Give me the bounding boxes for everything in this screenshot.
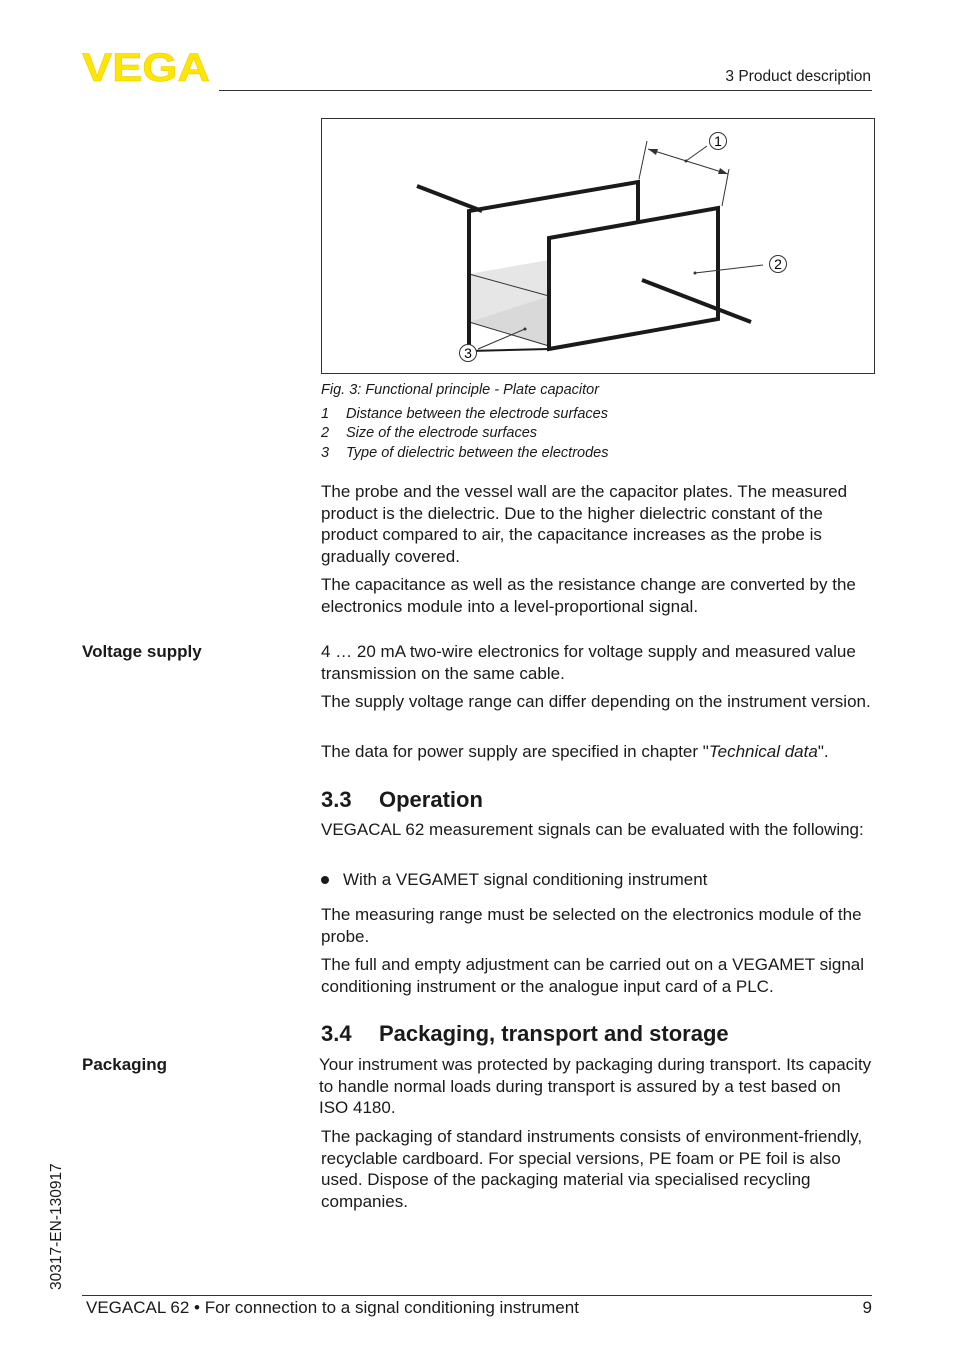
legend-number: 2: [321, 425, 330, 441]
legend-number: 1: [321, 406, 330, 422]
section-number: 3.4: [321, 1021, 352, 1046]
callout-2: [770, 256, 787, 273]
operation-bullet: [321, 869, 707, 891]
technical-data-reference: Technical data: [708, 742, 818, 761]
voltage-supply-paragraph-2: The supply voltage range can differ depending on the instrument version.: [321, 692, 871, 711]
voltage-supply-paragraph-1: 4 … 20 mA two-wire electronics for voltage supply and measured value transmission on the same cable.: [321, 642, 856, 683]
packaging-paragraph-1: Your instrument was protected by packaging during transport. Its capacity to handle normal loads during transport is assured by a test based on ISO 4180.: [319, 1055, 872, 1118]
document-code: 30317-EN-130917: [48, 1163, 65, 1290]
operation-paragraph-1: VEGACAL 62 measurement signals can be evaluated with the following:: [321, 820, 864, 839]
voltage-supply-paragraph-3: [321, 741, 876, 763]
callout-1: [710, 133, 727, 150]
legend-text: Type of dielectric between the electrodes: [346, 445, 609, 461]
header-divider: [219, 90, 872, 91]
callout-1-label: 1: [714, 133, 722, 149]
voltage-supply-label: Voltage supply: [82, 642, 202, 661]
section-title: Packaging, transport and storage: [379, 1021, 729, 1046]
bullet-text: With a VEGAMET signal conditioning instrument: [343, 870, 708, 889]
footer-title: VEGACAL 62 • For connection to a signal conditioning instrument: [86, 1298, 579, 1317]
section-number: 3.3: [321, 787, 352, 812]
section-heading-packaging: [321, 1021, 729, 1047]
p3-after: ".: [817, 742, 829, 761]
operation-paragraph-3: The full and empty adjustment can be carried out on a VEGAMET signal conditioning instrument or the analogue input card of a PLC.: [321, 955, 865, 996]
bullet-icon: [321, 876, 329, 884]
section-heading-operation: [321, 787, 483, 813]
packaging-label: Packaging: [82, 1055, 168, 1074]
plate-capacitor-diagram: [322, 119, 874, 373]
callout-3-label: 3: [464, 345, 472, 361]
vega-logo-text: VEGA: [82, 50, 210, 84]
figure-plate-capacitor: [321, 118, 875, 374]
page-number: 9: [862, 1298, 872, 1317]
operation-paragraph-2: The measuring range must be selected on the electronics module of the probe.: [321, 905, 862, 946]
section-title: Operation: [379, 787, 483, 812]
intro-paragraph-2: The capacitance as well as the resistance change are converted by the electronics module into a level-proportional signal.: [321, 575, 856, 616]
header-section-title: 3 Product description: [725, 68, 871, 85]
legend-text: Size of the electrode surfaces: [346, 425, 538, 441]
legend-item: [321, 425, 537, 441]
legend-number: 3: [321, 445, 330, 461]
vega-logo: [82, 50, 212, 84]
intro-paragraph-1: The probe and the vessel wall are the capacitor plates. The measured product is the dielectric. Due to the higher dielectric constant of the product compared to air, the capacitance increases as the probe is gradually covered.: [321, 482, 848, 567]
footer-divider: [82, 1295, 872, 1296]
legend-item: [321, 406, 608, 422]
callout-3: [460, 345, 477, 362]
legend-item: [321, 445, 609, 461]
p3-before: The data for power supply are specified in chapter ": [321, 742, 709, 761]
packaging-paragraph-2: The packaging of standard instruments consists of environment-friendly, recyclable cardboard. For special versions, PE foam or PE foil is also used. Dispose of the packaging material via specialised recycling companies.: [321, 1127, 863, 1212]
figure-caption: Fig. 3: Functional principle - Plate capacitor: [321, 382, 600, 398]
callout-2-label: 2: [774, 256, 782, 272]
legend-text: Distance between the electrode surfaces: [346, 406, 608, 422]
